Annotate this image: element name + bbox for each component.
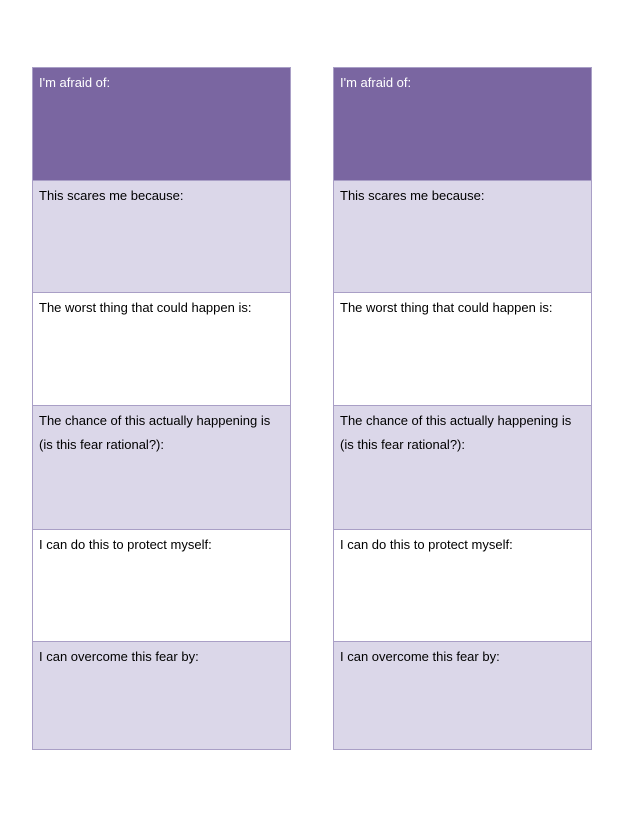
chance-happening-label: The chance of this actually happening is (is this fear rational?): <box>340 413 572 452</box>
overcome-fear-label: I can overcome this fear by: <box>340 649 500 664</box>
worst-thing-field[interactable] <box>33 293 290 406</box>
scares-because-field[interactable] <box>33 181 290 293</box>
scares-because-field[interactable] <box>334 181 591 293</box>
afraid-of-field[interactable] <box>334 68 591 181</box>
afraid-of-label: I'm afraid of: <box>340 75 412 90</box>
protect-myself-label: I can do this to protect myself: <box>39 537 212 552</box>
protect-myself-field[interactable] <box>334 530 591 642</box>
chance-happening-label: The chance of this actually happening is (is this fear rational?): <box>39 413 271 452</box>
afraid-of-field[interactable] <box>33 68 290 181</box>
scares-because-label: This scares me because: <box>39 188 184 203</box>
chance-happening-field[interactable] <box>334 406 591 530</box>
protect-myself-field[interactable] <box>33 530 290 642</box>
fear-card-right <box>333 67 592 750</box>
worst-thing-label: The worst thing that could happen is: <box>340 300 553 315</box>
overcome-fear-field[interactable] <box>334 642 591 749</box>
chance-happening-field[interactable] <box>33 406 290 530</box>
afraid-of-label: I'm afraid of: <box>39 75 111 90</box>
protect-myself-label: I can do this to protect myself: <box>340 537 513 552</box>
worst-thing-field[interactable] <box>334 293 591 406</box>
scares-because-label: This scares me because: <box>340 188 485 203</box>
fear-card-left <box>32 67 291 750</box>
overcome-fear-label: I can overcome this fear by: <box>39 649 199 664</box>
overcome-fear-field[interactable] <box>33 642 290 749</box>
worst-thing-label: The worst thing that could happen is: <box>39 300 252 315</box>
